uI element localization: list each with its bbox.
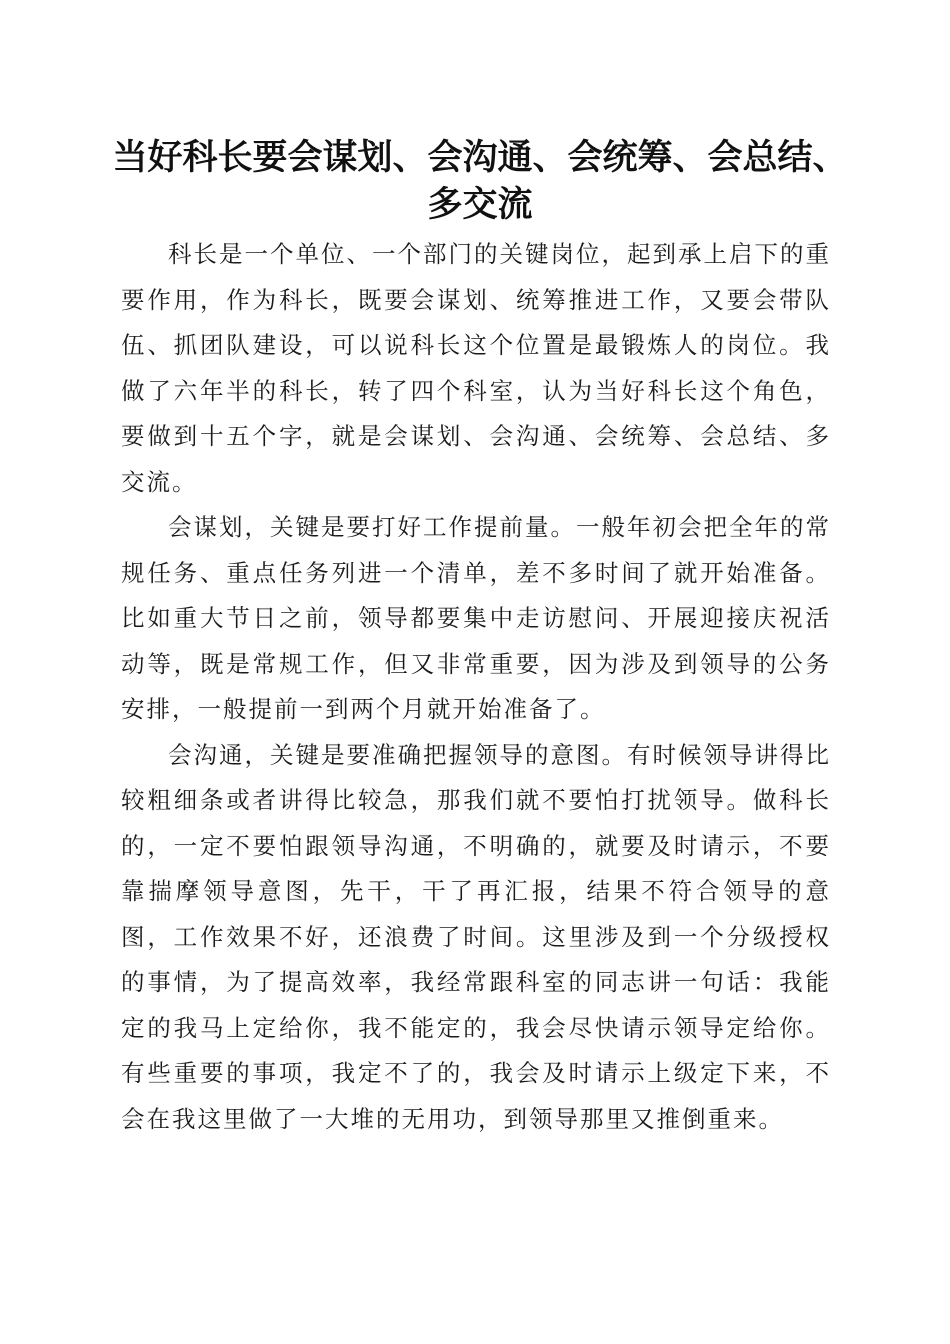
document-title: 当好科长要会谋划、会沟通、会统筹、会总结、多交流 bbox=[112, 137, 848, 225]
paragraph-planning: 会谋划，关键是要打好工作提前量。一般年初会把全年的常规任务、重点任务列进一个清单，差不多时间了就开始准备。比如重大节日之前，领导都要集中走访慰问、开展迎接庆祝活动等，既是常规工作，但又非常重要，因为涉及到领导的公务安排，一般提前一到两个月就开始准备了。 bbox=[121, 513, 831, 723]
paragraph-intro: 科长是一个单位、一个部门的关键岗位，起到承上启下的重要作用，作为科长，既要会谋划、统筹推进工作，又要会带队伍、抓团队建设，可以说科长这个位置是最锻炼人的岗位。我做了六年半的科长，转了四个科室，认为当好科长这个角色，要做到十五个字，就是会谋划、会沟通、会统筹、会总结、多交流。 bbox=[121, 240, 831, 496]
document-body bbox=[121, 232, 831, 1142]
paragraph-communication: 会沟通，关键是要准确把握领导的意图。有时候领导讲得比较粗细条或者讲得比较急，那我们就不要怕打扰领导。做科长的，一定不要怕跟领导沟通，不明确的，就要及时请示，不要靠揣摩领导意图，先干，干了再汇报，结果不符合领导的意图，工作效果不好，还浪费了时间。这里涉及到一个分级授权的事情，为了提高效率，我经常跟科室的同志讲一句话：我能定的我马上定给你，我不能定的，我会尽快请示领导定给你。有些重要的事项，我定不了的，我会及时请示上级定下来，不会在我这里做了一大堆的无用功，到领导那里又推倒重来。 bbox=[121, 740, 831, 1133]
